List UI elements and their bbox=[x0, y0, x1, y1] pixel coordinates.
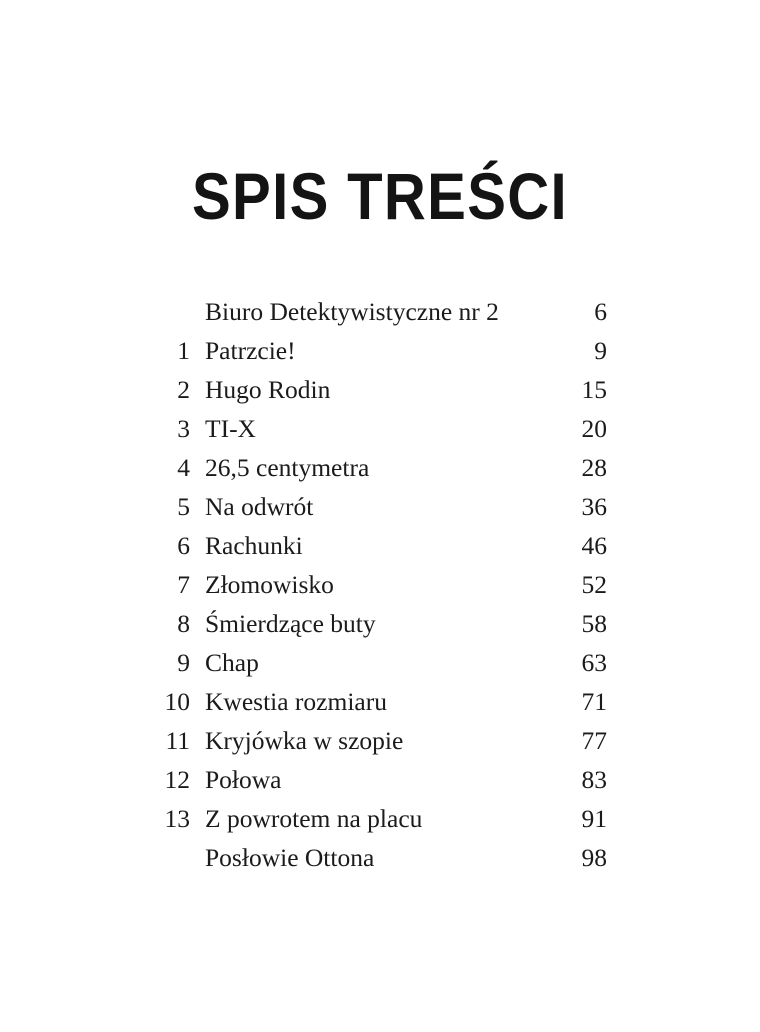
toc-entry[interactable] bbox=[0, 604, 760, 643]
toc-entry[interactable] bbox=[0, 331, 760, 370]
toc-entry-page-number: 91 bbox=[581, 804, 607, 833]
toc-entry-page-number: 63 bbox=[581, 648, 607, 677]
toc-entry-number: 8 bbox=[177, 609, 190, 638]
toc-entry-number: 7 bbox=[177, 570, 190, 599]
toc-entry-title: Na odwrót bbox=[205, 492, 314, 521]
toc-entry-number: 2 bbox=[177, 375, 190, 404]
toc-entry-title: Chap bbox=[205, 648, 259, 677]
toc-entry-page-number: 15 bbox=[581, 375, 607, 404]
toc-entry[interactable] bbox=[0, 721, 760, 760]
toc-entry-number: 11 bbox=[165, 726, 190, 755]
toc-entry-number: 1 bbox=[177, 336, 190, 365]
toc-entry-number: 9 bbox=[177, 648, 190, 677]
toc-entry[interactable] bbox=[0, 760, 760, 799]
toc-entry[interactable] bbox=[0, 565, 760, 604]
toc-entry-page-number: 46 bbox=[581, 531, 607, 560]
toc-entry[interactable] bbox=[0, 838, 760, 877]
toc-entry-number: 3 bbox=[177, 414, 190, 443]
page-title: SPIS TREŚCI bbox=[191, 159, 568, 234]
toc-entry[interactable] bbox=[0, 370, 760, 409]
toc-entry[interactable] bbox=[0, 409, 760, 448]
toc-entry[interactable] bbox=[0, 526, 760, 565]
toc-entry[interactable] bbox=[0, 799, 760, 838]
toc-entry-title: Hugo Rodin bbox=[205, 375, 331, 404]
toc-entry-page-number: 52 bbox=[581, 570, 607, 599]
toc-entry-title: TI-X bbox=[205, 414, 256, 443]
toc-entry-page-number: 83 bbox=[581, 765, 607, 794]
toc-entry-page-number: 77 bbox=[581, 726, 607, 755]
toc-entry-number: 12 bbox=[164, 765, 190, 794]
toc-entry-page-number: 71 bbox=[581, 687, 607, 716]
toc-entry-number: 10 bbox=[164, 687, 190, 716]
toc-entry-number: 5 bbox=[177, 492, 190, 521]
toc-entry-page-number: 58 bbox=[581, 609, 607, 638]
toc-entry-title: 26,5 centymetra bbox=[205, 453, 370, 482]
toc-entry-title: Z powrotem na placu bbox=[205, 804, 423, 833]
toc-entry-title: Posłowie Ottona bbox=[205, 843, 375, 872]
toc-entry-title: Biuro Detektywistyczne nr 2 bbox=[205, 297, 499, 326]
toc-entry-title: Połowa bbox=[205, 765, 282, 794]
toc-entry-title: Śmierdzące buty bbox=[205, 609, 376, 638]
toc-entry[interactable] bbox=[0, 487, 760, 526]
toc-entry-page-number: 98 bbox=[581, 843, 607, 872]
toc-entry-number: 13 bbox=[164, 804, 190, 833]
toc-entry[interactable] bbox=[0, 448, 760, 487]
toc-entry-title: Kryjówka w szopie bbox=[205, 726, 404, 755]
toc-entry[interactable] bbox=[0, 682, 760, 721]
toc-entry-page-number: 9 bbox=[594, 336, 607, 365]
toc-entry-page-number: 20 bbox=[581, 414, 607, 443]
toc-entry-number: 4 bbox=[177, 453, 190, 482]
toc-entry-title: Rachunki bbox=[205, 531, 303, 560]
toc-entry-title: Kwestia rozmiaru bbox=[205, 687, 387, 716]
table-of-contents-list bbox=[0, 292, 760, 877]
toc-entry[interactable] bbox=[0, 292, 760, 331]
toc-entry-number: 6 bbox=[177, 531, 190, 560]
toc-entry-page-number: 36 bbox=[581, 492, 607, 521]
toc-entry-page-number: 6 bbox=[594, 297, 607, 326]
toc-entry-page-number: 28 bbox=[581, 453, 607, 482]
toc-entry-title: Patrzcie! bbox=[205, 336, 296, 365]
toc-entry-title: Złomowisko bbox=[205, 570, 334, 599]
toc-entry[interactable] bbox=[0, 643, 760, 682]
